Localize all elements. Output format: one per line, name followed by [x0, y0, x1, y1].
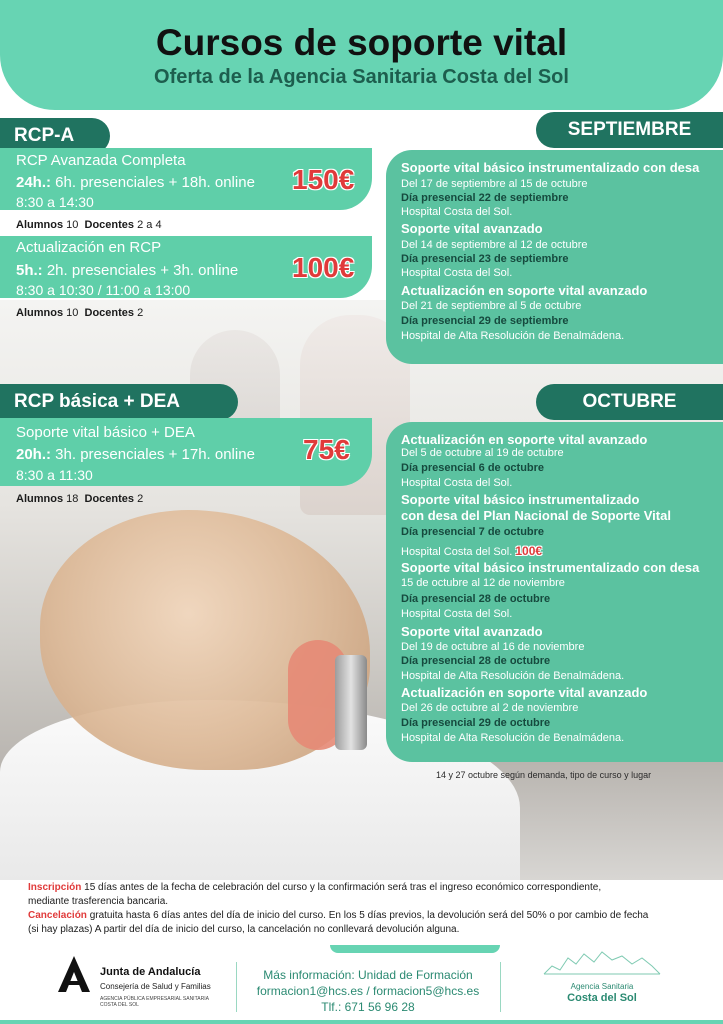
- sep-course-place: Hospital Costa del Sol.: [401, 267, 513, 279]
- oct-course-place: Hospital de Alta Resolución de Benalmádena.: [401, 670, 625, 682]
- course-soporte-vital-basico: [0, 418, 372, 486]
- oct-course-presencial: Día presencial 28 de octubre: [401, 655, 551, 667]
- course-stats: Alumnos 18 Docentes 2: [16, 493, 144, 505]
- course-time: 8:30 a 11:30: [16, 467, 93, 483]
- inscripcion-line: Inscripción 15 días antes de la fecha de celebración del curso y la confirmación será tras el ingreso económico correspondiente,: [28, 882, 602, 893]
- oct-course-place: Hospital Costa del Sol. 100€: [401, 544, 543, 558]
- terms-notes: [0, 878, 723, 938]
- junta-name: Junta de Andalucía: [100, 966, 201, 978]
- oct-course-title: con desa del Plan Nacional de Soporte Vital: [401, 508, 671, 523]
- oct-course-presencial: Día presencial 29 de octubre: [401, 717, 551, 729]
- tab-rcp-basica-dea: RCP básica + DEA: [0, 384, 238, 420]
- sep-course-presencial: Día presencial 29 de septiembre: [401, 315, 569, 327]
- oct-course-title: Actualización en soporte vital avanzado: [401, 685, 648, 700]
- oct-course-presencial: Día presencial 6 de octubre: [401, 462, 545, 474]
- oct-course-place: Hospital Costa del Sol.: [401, 477, 513, 489]
- info-emails[interactable]: formacion1@hcs.es / formacion5@hcs.es: [256, 984, 480, 998]
- panel-septiembre: [386, 150, 723, 364]
- course-name: Actualización en RCP: [16, 239, 162, 256]
- page-title: Cursos de soporte vital: [155, 22, 568, 63]
- cancelacion-line-2: (si hay plazas) A partir del día de inicio del curso, la cancelación no conllevará devolución alguna.: [28, 924, 460, 935]
- oct-course-presencial: Día presencial 7 de octubre: [401, 526, 545, 538]
- course-hours: 20h.: 3h. presenciales + 17h. online: [16, 446, 255, 463]
- junta-andalucia-logo-icon: [54, 954, 94, 994]
- sep-course-dates: Del 14 de septiembre al 12 de octubre: [401, 239, 588, 251]
- course-name: RCP Avanzada Completa: [16, 152, 186, 169]
- sep-course-title: Soporte vital avanzado: [401, 221, 543, 236]
- oct-course-dates: Del 5 de octubre al 19 de octubre: [401, 447, 564, 459]
- junta-agency: AGENCIA PÚBLICA EMPRESARIAL SANITARIA COSTA DEL SOL: [100, 996, 209, 1008]
- sep-course-title: Soporte vital básico instrumentalizado con desa: [401, 160, 700, 175]
- course-time: 8:30 a 10:30 / 11:00 a 13:00: [16, 282, 191, 298]
- bottom-bar: [0, 1020, 723, 1024]
- divider-tab: [330, 945, 500, 953]
- sep-course-dates: Del 17 de septiembre al 15 de octubre: [401, 178, 588, 190]
- costa-del-sol-logo-icon: [542, 948, 662, 976]
- oct-course-presencial: Día presencial 28 de octubre: [401, 593, 551, 605]
- oct-course-dates: Del 19 de octubre al 16 de noviembre: [401, 641, 585, 653]
- footer-divider: [500, 962, 501, 1012]
- course-actualizacion-rcp: [0, 236, 372, 298]
- oct-course-title: Actualización en soporte vital avanzado: [401, 432, 648, 447]
- tab-rcp-a: RCP-A: [0, 118, 110, 154]
- oct-course-price: 100€: [515, 544, 543, 558]
- oct-course-place: Hospital de Alta Resolución de Benalmádena.: [401, 732, 625, 744]
- oct-course-title: Soporte vital básico instrumentalizado con desa: [401, 560, 700, 575]
- sep-course-title: Actualización en soporte vital avanzado: [401, 283, 648, 298]
- course-hours: 5h.: 2h. presenciales + 3h. online: [16, 262, 239, 279]
- header-banner: [0, 0, 723, 110]
- photo-spray-can: [335, 655, 367, 750]
- tab-octubre: OCTUBRE: [536, 384, 723, 420]
- course-stats: Alumnos 10 Docentes 2 a 4: [16, 219, 162, 231]
- inscripcion-line-2: mediante trasferencia bancaria.: [28, 896, 169, 907]
- junta-consejeria: Consejería de Salud y Familias: [100, 982, 211, 991]
- oct-course-title: Soporte vital avanzado: [401, 624, 543, 639]
- october-note: 14 y 27 octubre según demanda, tipo de curso y lugar: [436, 770, 652, 780]
- sep-course-dates: Del 21 de septiembre al 5 de octubre: [401, 300, 582, 312]
- page-subtitle: Oferta de la Agencia Sanitaria Costa del Sol: [154, 66, 569, 88]
- course-hours: 24h.: 6h. presenciales + 18h. online: [16, 174, 255, 191]
- acs-line-2: Costa del Sol: [567, 992, 637, 1004]
- course-price: 100€: [292, 252, 355, 283]
- course-price: 75€: [303, 434, 350, 465]
- oct-course-dates: 15 de octubre al 12 de noviembre: [401, 577, 565, 589]
- info-phone[interactable]: Tlf.: 671 56 96 28: [321, 1000, 415, 1014]
- cancelacion-line: Cancelación gratuita hasta 6 días antes del día de inicio del curso. En los 5 días previos, la devolución será del 50% o por cambio de fecha: [28, 910, 649, 921]
- oct-course-place: Hospital Costa del Sol.: [401, 608, 513, 620]
- tab-septiembre: SEPTIEMBRE: [536, 112, 723, 148]
- acs-line-1: Agencia Sanitaria: [570, 982, 634, 991]
- panel-octubre: [386, 422, 723, 762]
- oct-course-title: Soporte vital básico instrumentalizado: [401, 492, 640, 507]
- course-name: Soporte vital básico + DEA: [16, 424, 195, 441]
- sep-course-presencial: Día presencial 22 de septiembre: [401, 192, 569, 204]
- course-price: 150€: [292, 164, 355, 195]
- course-time: 8:30 a 14:30: [16, 194, 94, 210]
- info-title: Más información: Unidad de Formación: [263, 968, 473, 982]
- sep-course-presencial: Día presencial 23 de septiembre: [401, 253, 569, 265]
- course-rcp-avanzada: [0, 148, 372, 210]
- oct-course-dates: Del 26 de octubre al 2 de noviembre: [401, 702, 579, 714]
- course-stats: Alumnos 10 Docentes 2: [16, 307, 144, 319]
- sep-course-place: Hospital Costa del Sol.: [401, 206, 513, 218]
- sep-course-place: Hospital de Alta Resolución de Benalmádena.: [401, 330, 625, 342]
